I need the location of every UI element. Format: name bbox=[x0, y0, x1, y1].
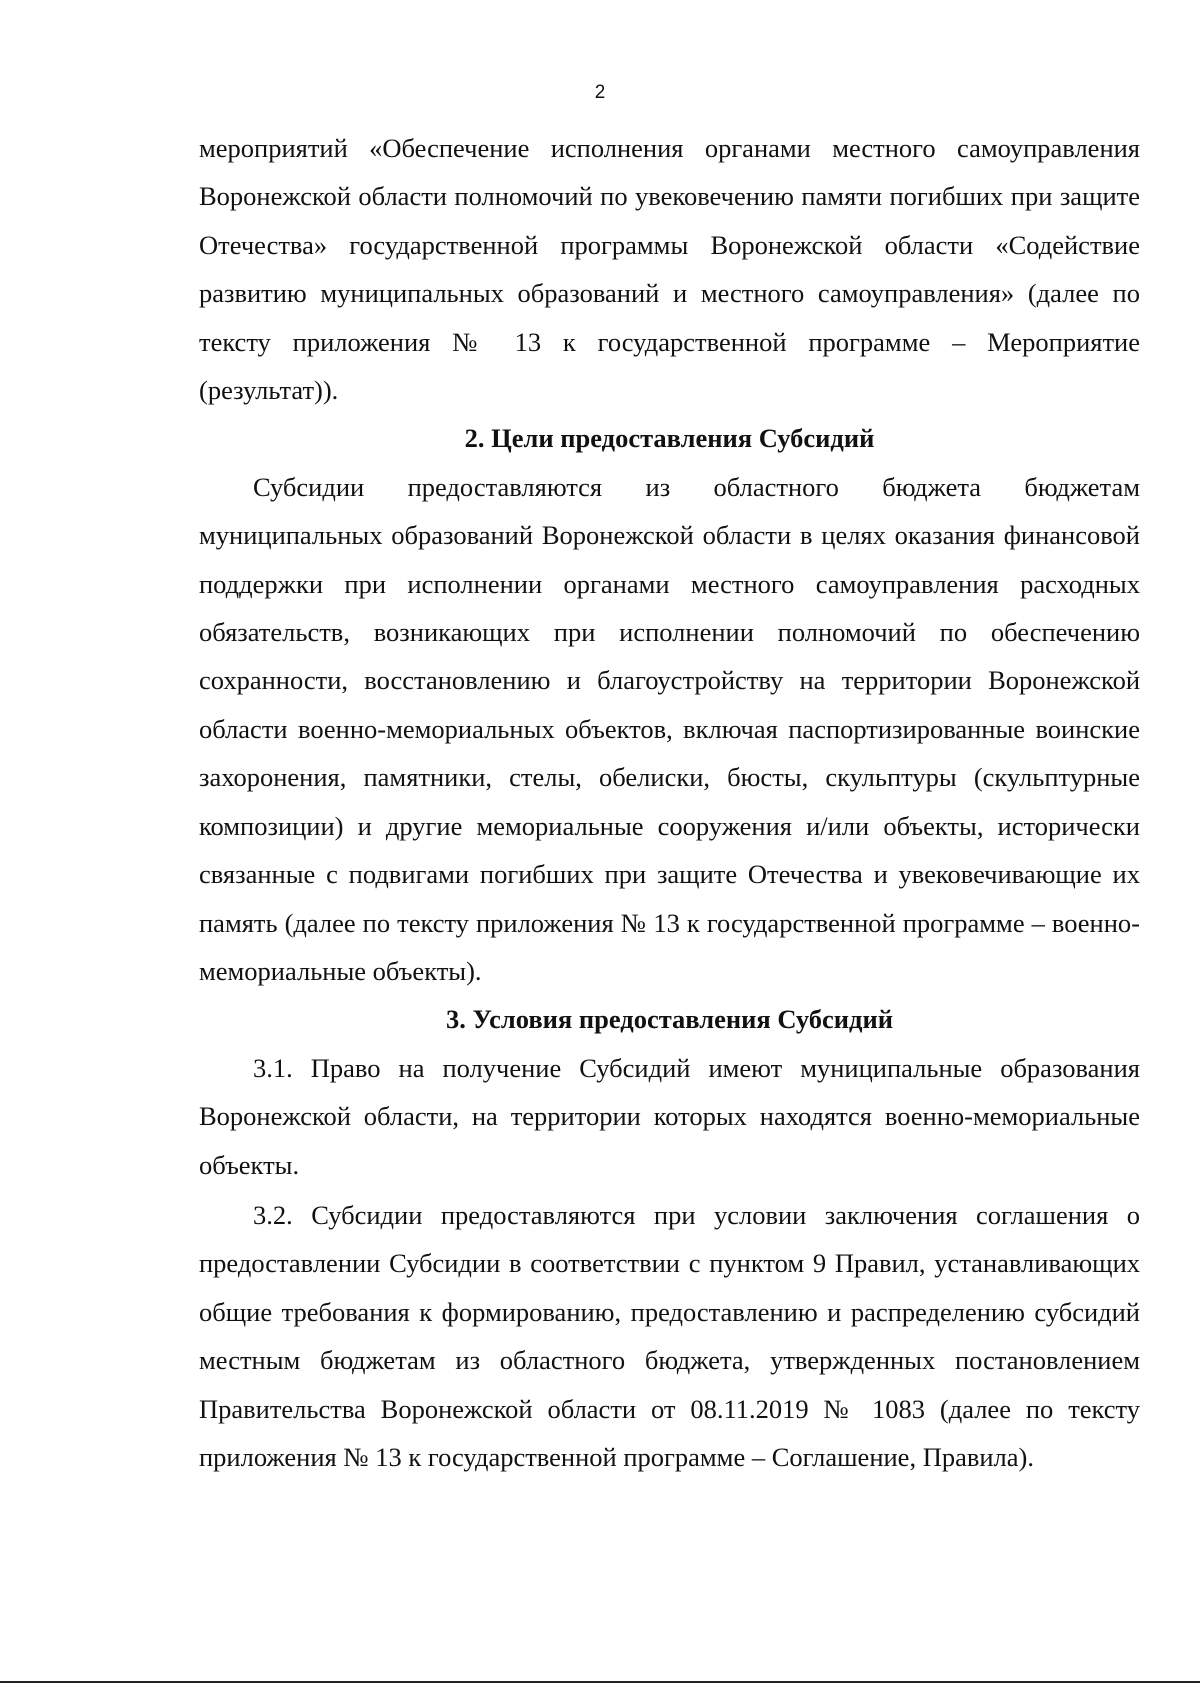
intro-paragraph: мероприятий «Обеспечение исполнения органами местного самоуправления Воронежской области полномочий по увековечению памяти погибших при защите Отечества» государственной программы Воронежской области «Содействие развитию муниципальных образований и местного самоуправления» (далее по тексту приложения № 13 к государственной программе – Мероприятие (результат)). bbox=[199, 133, 1140, 406]
clause-3-1: 3.1. Право на получение Субсидий имеют муниципальные образования Воронежской области, на территории которых находятся военно-мемориальные объекты. bbox=[199, 1052, 1140, 1180]
bottom-divider bbox=[0, 1681, 1200, 1683]
document-body bbox=[199, 124, 1140, 1481]
section-2-heading: 2. Цели предоставления Субсидий bbox=[464, 423, 875, 454]
page-number: 2 bbox=[594, 82, 606, 103]
section-2-paragraph: Субсидии предоставляются из областного бюджета бюджетам муниципальных образований Воронежской области в целях оказания финансовой поддержки при исполнении органами местного самоуправления расходных обязательств, возникающих при исполнении полномочий по обеспечению сохранности, восстановлению и благоустройству на территории Воронежской области военно-мемориальных объектов, включая паспортизированные воинские захоронения, памятники, стелы, обелиски, бюсты, скульптуры (скульптурные композиции) и другие мемориальные сооружения и/или объекты, исторически связанные с подвигами погибших при защите Отечества и увековечивающие их память (далее по тексту приложения № 13 к государственной программе – военно-мемориальные объекты). bbox=[199, 471, 1140, 986]
section-3-heading: 3. Условия предоставления Субсидий bbox=[446, 1004, 893, 1035]
clause-3-2: 3.2. Субсидии предоставляются при условии заключения соглашения о предоставлении Субсидии в соответствии с пунктом 9 Правил, устанавливающих общие требования к формированию, предоставлению и распределению субсидий местным бюджетам из областного бюджета, утвержденных постановлением Правительства Воронежской области от 08.11.2019 № 1083 (далее по тексту приложения № 13 к государственной программе – Соглашение, Правила). bbox=[199, 1199, 1140, 1472]
